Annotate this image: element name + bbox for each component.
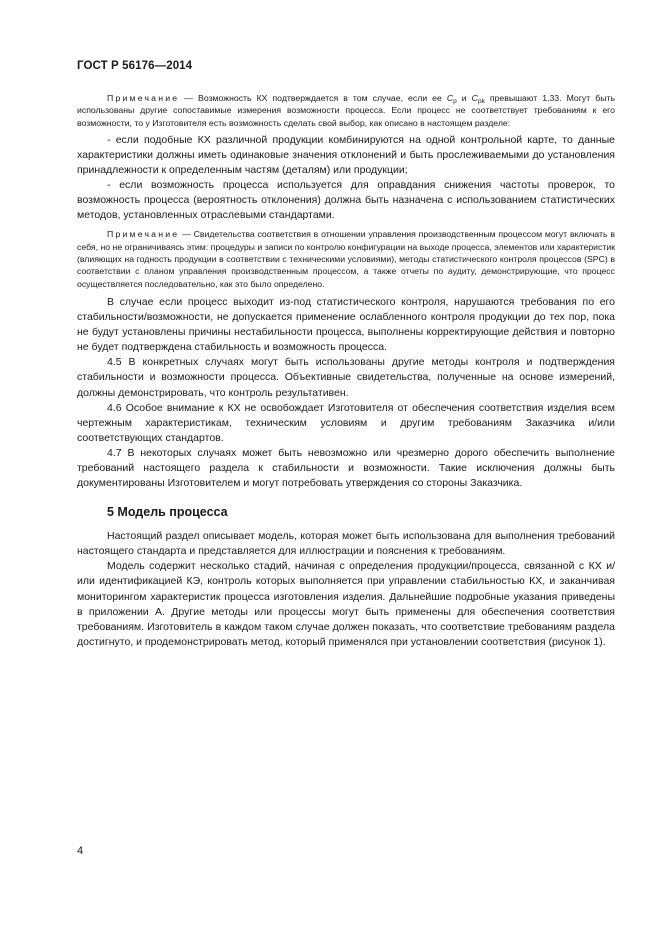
page-content: [77, 92, 615, 650]
bullet-item: - если подобные КХ различной продукции комбинируются на одной контрольной карте, то данные характеристики должны иметь одинаковые значения отклонений и быть прослеживаемыми до установления принадлежности к определенным частям (деталям) или продукции;: [77, 133, 615, 177]
note-evidence: Примечание — Свидетельства соответствия в отношении управления производственным процессом могут включать в себя, но не ограничиваясь этим: процедуры и записи по контролю конфигурации на выходе процесса, элементов или характеристик (влияющих на годность продукции в соответствии с техническими условиями), методы статистического контроля процессов (SPC) в соответствии с планом управления производственным процессом, а также отчеты по аудиту, демонстрирующие, что процесс осуществляется последовательно, как это было определено.: [77, 229, 615, 289]
bullet-item: - если возможность процесса используется для оправдания снижения частоты проверок, то возможность процесса (вероятность отклонения) должна быть назначена с использованием статистических методов, установленных отраслевыми стандартами.: [77, 179, 615, 222]
note-label: Примечание: [107, 229, 180, 240]
paragraph-4-7: 4.7 В некоторых случаях может быть невозможно или чрезмерно дорого обеспечить выполнение требований настоящего раздела к стабильности и возможности. Такие исключения должны быть документированы Изготовителем и могут потребовать утверждения со стороны Заказчика.: [77, 446, 615, 490]
note-capability: Примечание — Возможность КХ подтверждается в том случае, если ее $C_p$ и $C_{pk}$ превышают 1,33. Могут быть использованы другие сопоставимые измерения возможности процесса. Если процесс не соответствует требованиям к его возможности, то у Изготовителя есть возможность сделать свой выбор, как описано в настоящем разделе:: [77, 93, 615, 128]
note-label: Примечание: [107, 93, 180, 103]
symbol-cp: C: [446, 93, 454, 103]
paragraph-statistical-control: В случае если процесс выходит из-под статистического контроля, нарушаются требования по его стабильности/возможности, не допускается применение ослабленного контроля продукции до тех пор, пока не будут установлены причины нестабильности процесса, выполнены корректирующие действия и повторно не будет подтверждена стабильность и возможность процесса.: [77, 295, 615, 354]
section-heading: 5 Модель процесса: [107, 505, 228, 520]
section5-paragraph: Настоящий раздел описывает модель, которая может быть использована для выполнения требований настоящего стандарта и представляется для иллюстрации и пояснения к требованиям.: [77, 530, 615, 558]
paragraph-4-6: 4.6 Особое внимание к КХ не освобождает Изготовителя от обеспечения соответствия изделия всем чертежным характеристикам, техническим условиям и другим требованиям Заказчика и/или соответствующих стандартов.: [77, 401, 615, 444]
paragraph-4-5: 4.5 В конкретных случаях могут быть использованы другие методы контроля и подтверждения стабильности и возможности процесса. Объективные свидетельства, полученные на основе измерений, должны демонстрировать, что контроль результативен.: [77, 356, 615, 399]
section5-paragraph: Модель содержит несколько стадий, начиная с определения продукции/процесса, связанной с КХ и/или идентификацией КЭ, контроль которых выполняется при управлении стабильностью КХ, и заканчивая мониторингом характеристик процесса изготовления изделия. Дальнейшие подробные указания приведены в приложении А. Другие методы или процессы могут быть применены для обеспечения соответствия требованиям. Изготовитель в каждом таком случае должен показать, что соответствие требованиям раздела достигнуто, и продемонстрировать метод, который применялся при установлении соответствия (рисунок 1).: [77, 560, 615, 648]
page-number: 4: [77, 845, 84, 857]
document-header: ГОСТ Р 56176—2014: [77, 60, 193, 72]
symbol-cpk: C: [471, 93, 478, 103]
